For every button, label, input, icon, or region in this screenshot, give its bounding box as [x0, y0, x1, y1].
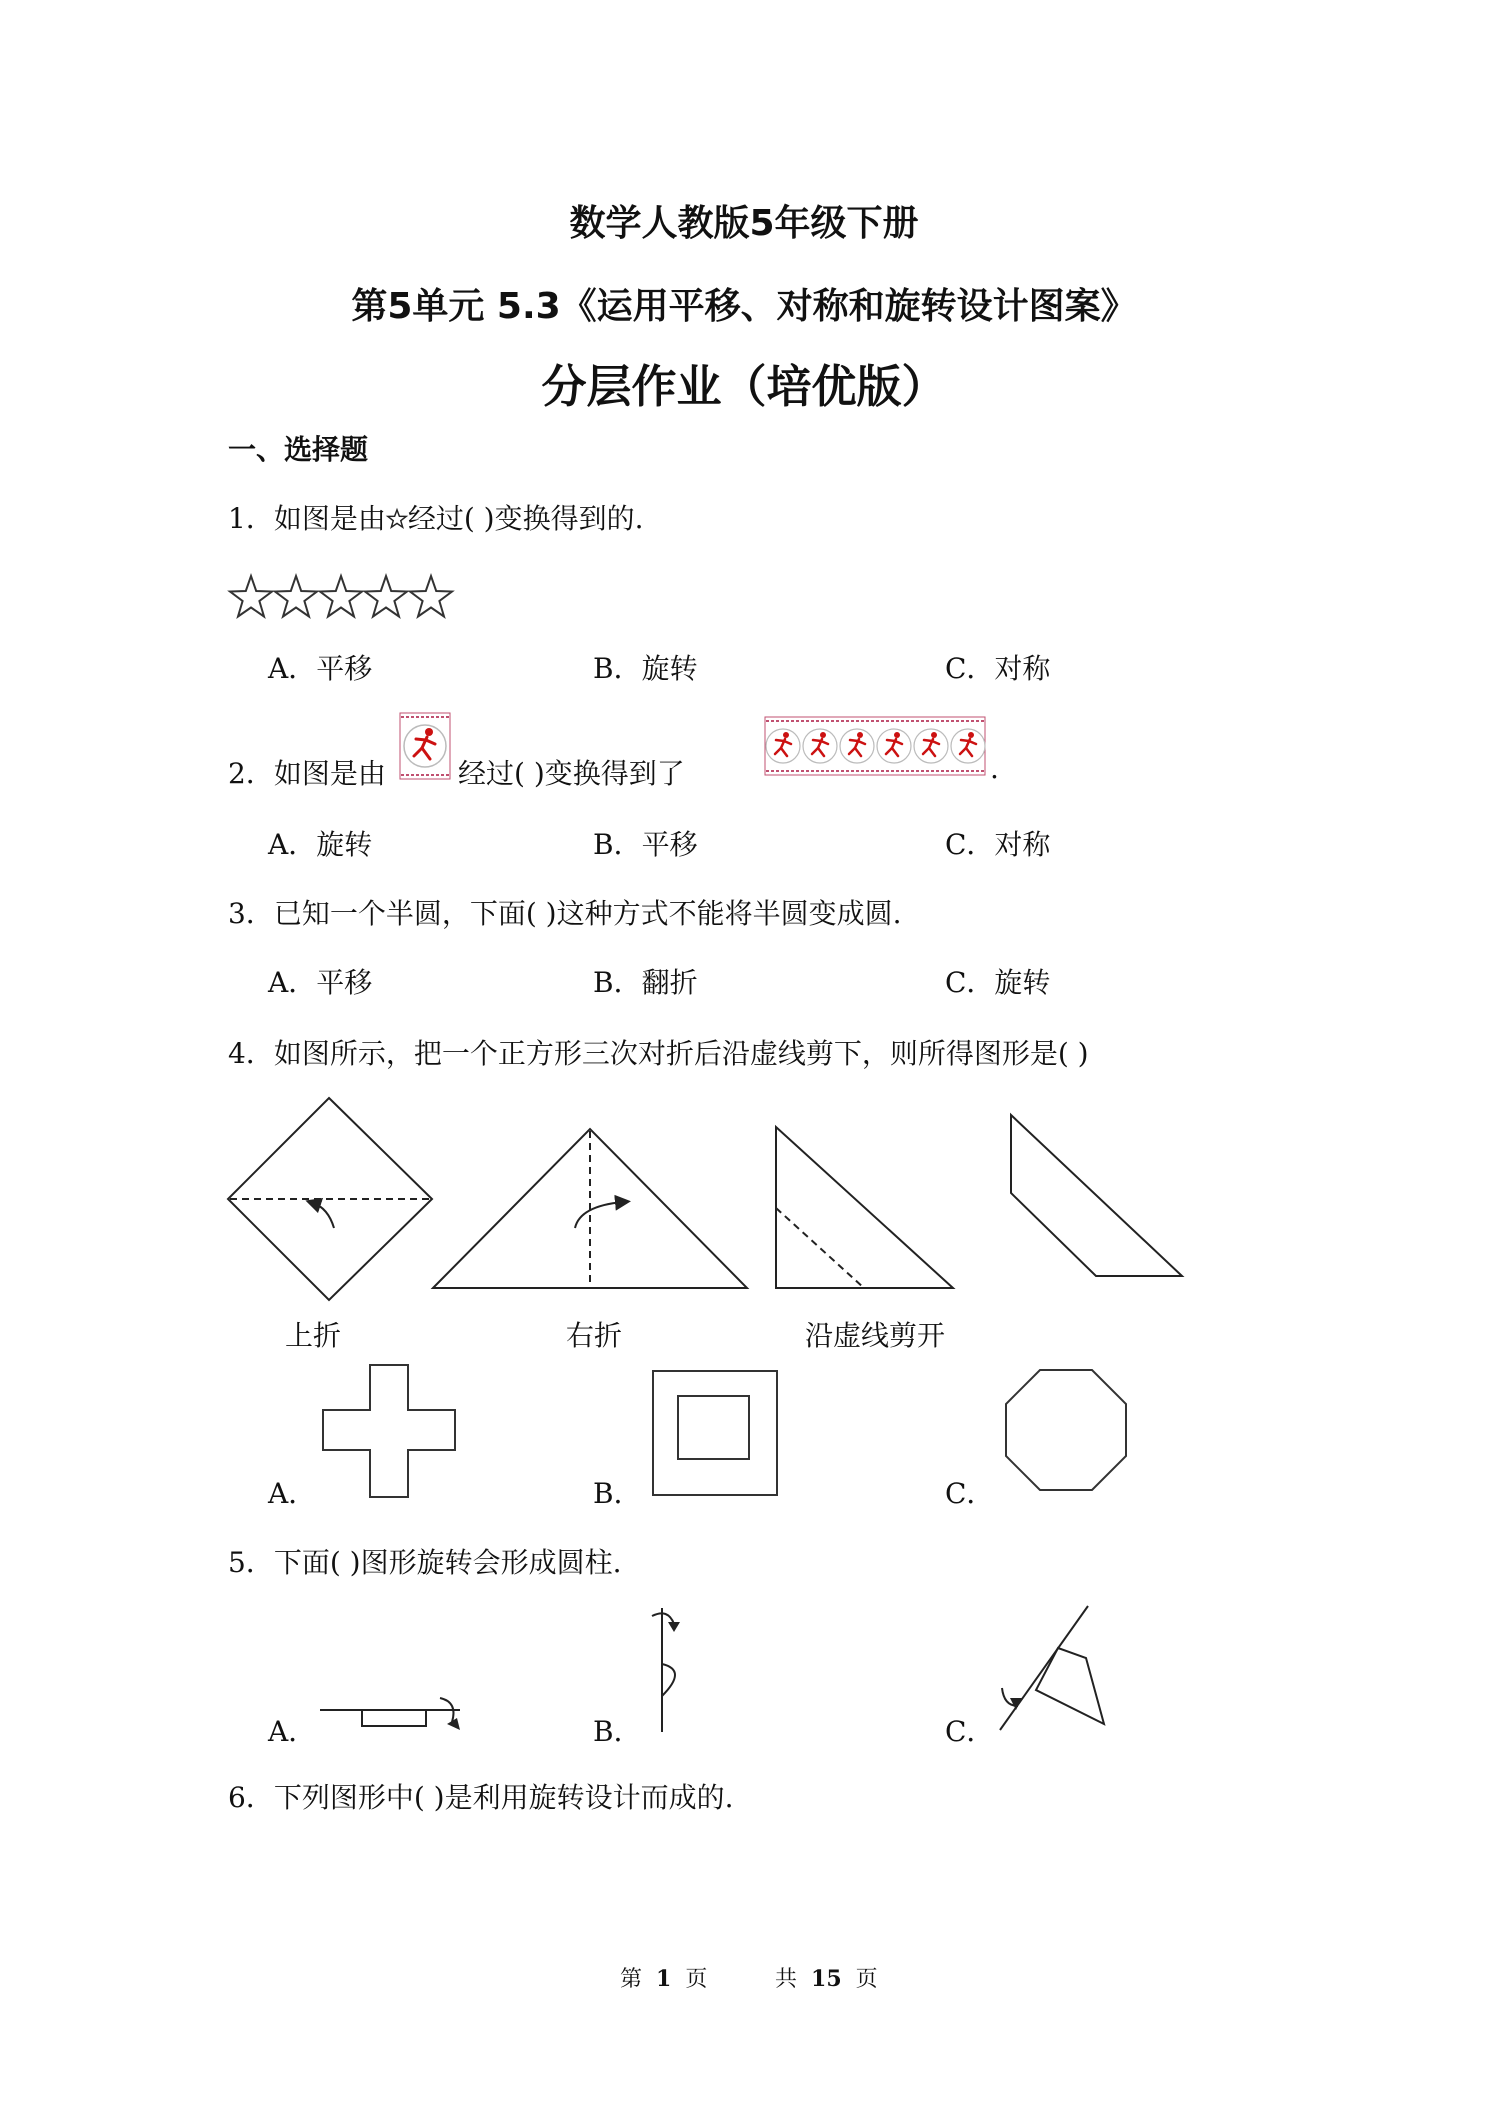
question-number: 3． — [228, 897, 274, 930]
question-5 — [228, 1541, 621, 1581]
outline-star-icon — [410, 576, 452, 617]
outline-star-icon — [230, 576, 272, 617]
label-fold-right: 右折 — [566, 1319, 623, 1352]
q1-option-c[interactable]: C．对称 — [945, 652, 1051, 685]
question-6 — [228, 1776, 733, 1816]
octagon-figure[interactable] — [1004, 1368, 1128, 1492]
question-number: 4． — [228, 1037, 274, 1070]
page-suffix: 页 — [685, 1967, 708, 1992]
question-text: 下列图形中( )是利用旋转设计而成的. — [273, 1781, 734, 1814]
page-number — [620, 1962, 707, 1993]
cut-line — [776, 1208, 864, 1288]
q1-option-a[interactable]: A．平移 — [268, 652, 373, 685]
rotation-arrow-icon — [668, 1622, 680, 1632]
runner-tile-icon — [399, 712, 451, 780]
label-fold-up: 上折 — [285, 1319, 342, 1352]
q2-option-b[interactable]: B．平移 — [593, 828, 698, 861]
question-text: 下面( )图形旋转会形成圆柱. — [273, 1546, 622, 1579]
title-line-3: 分层作业（培优版） — [541, 360, 947, 413]
runner-tiles-strip — [764, 716, 986, 776]
rotation-figure-c[interactable] — [996, 1606, 1106, 1736]
q2-option-a[interactable]: A．旋转 — [268, 828, 373, 861]
question-number: 5． — [228, 1546, 274, 1579]
rotation-figure-b[interactable] — [648, 1608, 708, 1734]
total-pages-value: 15 — [811, 1966, 842, 1992]
q4-option-a[interactable]: A． — [268, 1477, 317, 1510]
question-2-part2: 经过( )变换得到了 — [458, 757, 685, 790]
question-3 — [228, 892, 901, 932]
folding-diagram — [228, 1098, 1188, 1338]
cross-shape-figure[interactable] — [322, 1364, 456, 1498]
fold-arrow-icon — [313, 1203, 334, 1228]
label-cut: 沿虚线剪开 — [805, 1319, 946, 1352]
q5-option-a[interactable]: A． — [268, 1715, 317, 1748]
q5-option-c[interactable]: C． — [945, 1715, 995, 1748]
fold-arrow-icon — [575, 1202, 623, 1228]
q4-option-b[interactable]: B． — [593, 1477, 642, 1510]
question-4 — [228, 1032, 1089, 1072]
small-star-icon — [386, 504, 408, 526]
page-number-value: 1 — [656, 1966, 672, 1992]
title-line-2: 第5单元 5.3《运用平移、对称和旋转设计图案》 — [351, 286, 1137, 327]
question-text: 如图所示，把一个正方形三次对折后沿虚线剪下，则所得图形是( ) — [273, 1037, 1089, 1070]
q5-option-b[interactable]: B． — [593, 1715, 642, 1748]
q3-option-b[interactable]: B．翻折 — [593, 966, 698, 999]
question-text-after: 经过( )变换得到的. — [407, 502, 644, 535]
question-text-before: 如图是由 — [273, 757, 386, 790]
total-prefix: 共 — [775, 1967, 798, 1992]
q3-option-a[interactable]: A．平移 — [268, 966, 373, 999]
outline-star-icon — [275, 576, 317, 617]
question-number: 2． — [228, 757, 274, 790]
question-1 — [228, 497, 644, 537]
section-title: 一、选择题 — [228, 433, 369, 466]
q1-option-b[interactable]: B．旋转 — [593, 652, 698, 685]
question-2-part1 — [228, 752, 386, 792]
total-suffix: 页 — [855, 1967, 878, 1992]
question-number: 6． — [228, 1781, 274, 1814]
q2-option-c[interactable]: C．对称 — [945, 828, 1051, 861]
rotation-figure-a[interactable] — [320, 1696, 470, 1736]
q3-option-c[interactable]: C．旋转 — [945, 966, 1051, 999]
question-text: 已知一个半圆，下面( )这种方式不能将半圆变成圆. — [273, 897, 902, 930]
outline-star-icon — [365, 576, 407, 617]
outline-star-icon — [320, 576, 362, 617]
right-triangle — [776, 1127, 953, 1288]
title-line-1: 数学人教版5年级下册 — [569, 203, 919, 244]
page-prefix: 第 — [620, 1967, 643, 1992]
question-text-before: 如图是由 — [273, 502, 386, 535]
trapezoid-result — [1011, 1115, 1182, 1276]
question-2-end: . — [990, 752, 999, 785]
total-pages — [775, 1962, 878, 1993]
star-row-figure — [228, 574, 463, 622]
q4-option-c[interactable]: C． — [945, 1477, 995, 1510]
square-frame-figure[interactable] — [652, 1370, 778, 1496]
question-number: 1． — [228, 502, 274, 535]
